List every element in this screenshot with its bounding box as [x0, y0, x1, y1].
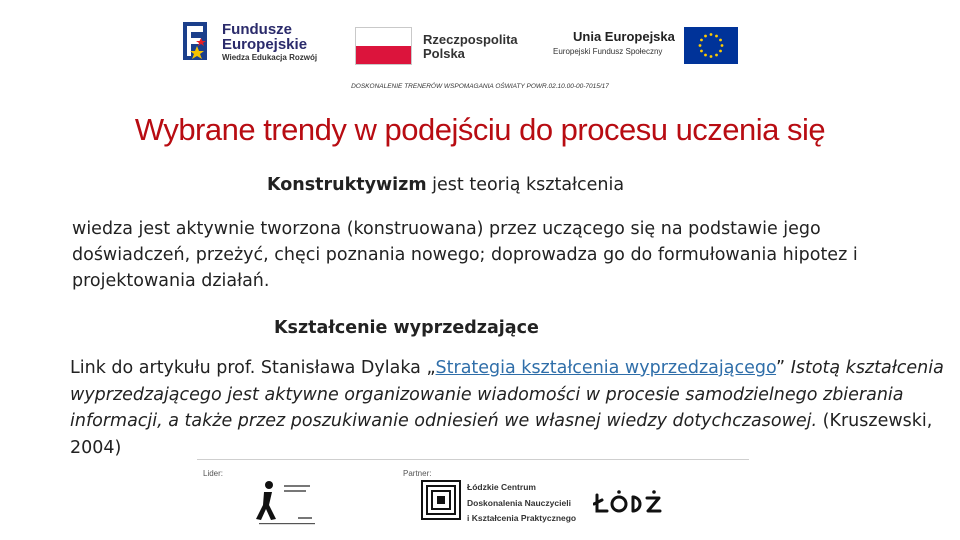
lodz-logo-icon [593, 489, 663, 515]
eu-star-icon [700, 50, 703, 53]
partner-label: Partner: [403, 469, 432, 478]
fundusze-logo-text-1: Fundusze [222, 21, 292, 38]
eu-flag-icon [684, 27, 738, 64]
project-code-line: DOSKONALENIE TRENERÓW WSPOMAGANIA OŚWIATY POWR.02.10.00-00-7015/17 [351, 83, 609, 90]
article-paragraph [70, 355, 950, 461]
leader-label: Lider: [203, 469, 224, 478]
article-close-quote: ” [776, 358, 791, 378]
fundusze-logo-text-2: Europejskie [222, 36, 308, 53]
eu-star-icon [719, 39, 722, 42]
slide-title: Wybrane trendy w podejściu do procesu uczenia się [134, 112, 826, 147]
konstruktywizm-heading [267, 172, 624, 198]
unia-europejska-logo-text: Unia Europejska [573, 29, 675, 44]
rzeczpospolita-logo-text-1: Rzeczpospolita [423, 32, 518, 47]
lcdnikp-logo-icon [421, 480, 461, 520]
article-citation: (Kruszewski, 2004) [70, 411, 933, 458]
eu-star-icon [710, 55, 713, 58]
eu-star-icon [721, 44, 724, 47]
eu-star-icon [704, 35, 707, 38]
wyprzedzajace-heading: Kształcenie wyprzedzające [274, 318, 539, 338]
konstruktywizm-term: Konstruktywizm [267, 175, 427, 195]
lcdnikp-text-3: i Kształcenia Praktycznego [467, 513, 577, 523]
eu-star-icon [715, 54, 718, 57]
eu-star-icon [704, 54, 707, 57]
efs-logo-text: Europejski Fundusz Społeczny [553, 47, 663, 56]
article-quote: Istotą kształcenia wyprzedzającego jest aktywne organizowanie wiadomości w procesie samodzielnego zbierania informacji, a także przez poszukiwanie odniesień we własnej wiedzy dotychczasowej. [70, 358, 944, 431]
lcdnikp-text-2: Doskonalenia Nauczycieli [467, 498, 571, 508]
leader-foundation-logo-icon [256, 479, 318, 529]
fundusze-europejskie-logo-icon [177, 18, 215, 64]
article-link[interactable]: Strategia kształcenia wyprzedzającego [435, 358, 777, 378]
fundusze-logo-text-3: Wiedza Edukacja Rozwój [222, 53, 318, 62]
rzeczpospolita-logo-text-2: Polska [423, 46, 465, 61]
konstruktywizm-rest: jest teorią kształcenia [426, 175, 625, 195]
eu-star-icon [699, 44, 702, 47]
lcdnikp-text-1: Łódzkie Centrum [467, 482, 536, 492]
eu-star-icon [710, 33, 713, 36]
eu-star-icon [719, 50, 722, 53]
footer-divider [197, 459, 749, 460]
polish-flag-icon [355, 27, 412, 65]
eu-star-icon [700, 39, 703, 42]
eu-star-icon [715, 35, 718, 38]
constructivism-paragraph: wiedza jest aktywnie tworzona (konstruowana) przez uczącego się na podstawie jego doświadczeń, przeżyć, chęci poznania nowego; doprowadza go do formułowania hipotez i projektowania działań. [72, 219, 858, 291]
article-intro: Link do artykułu prof. Stanisława Dylaka „ [70, 358, 436, 378]
